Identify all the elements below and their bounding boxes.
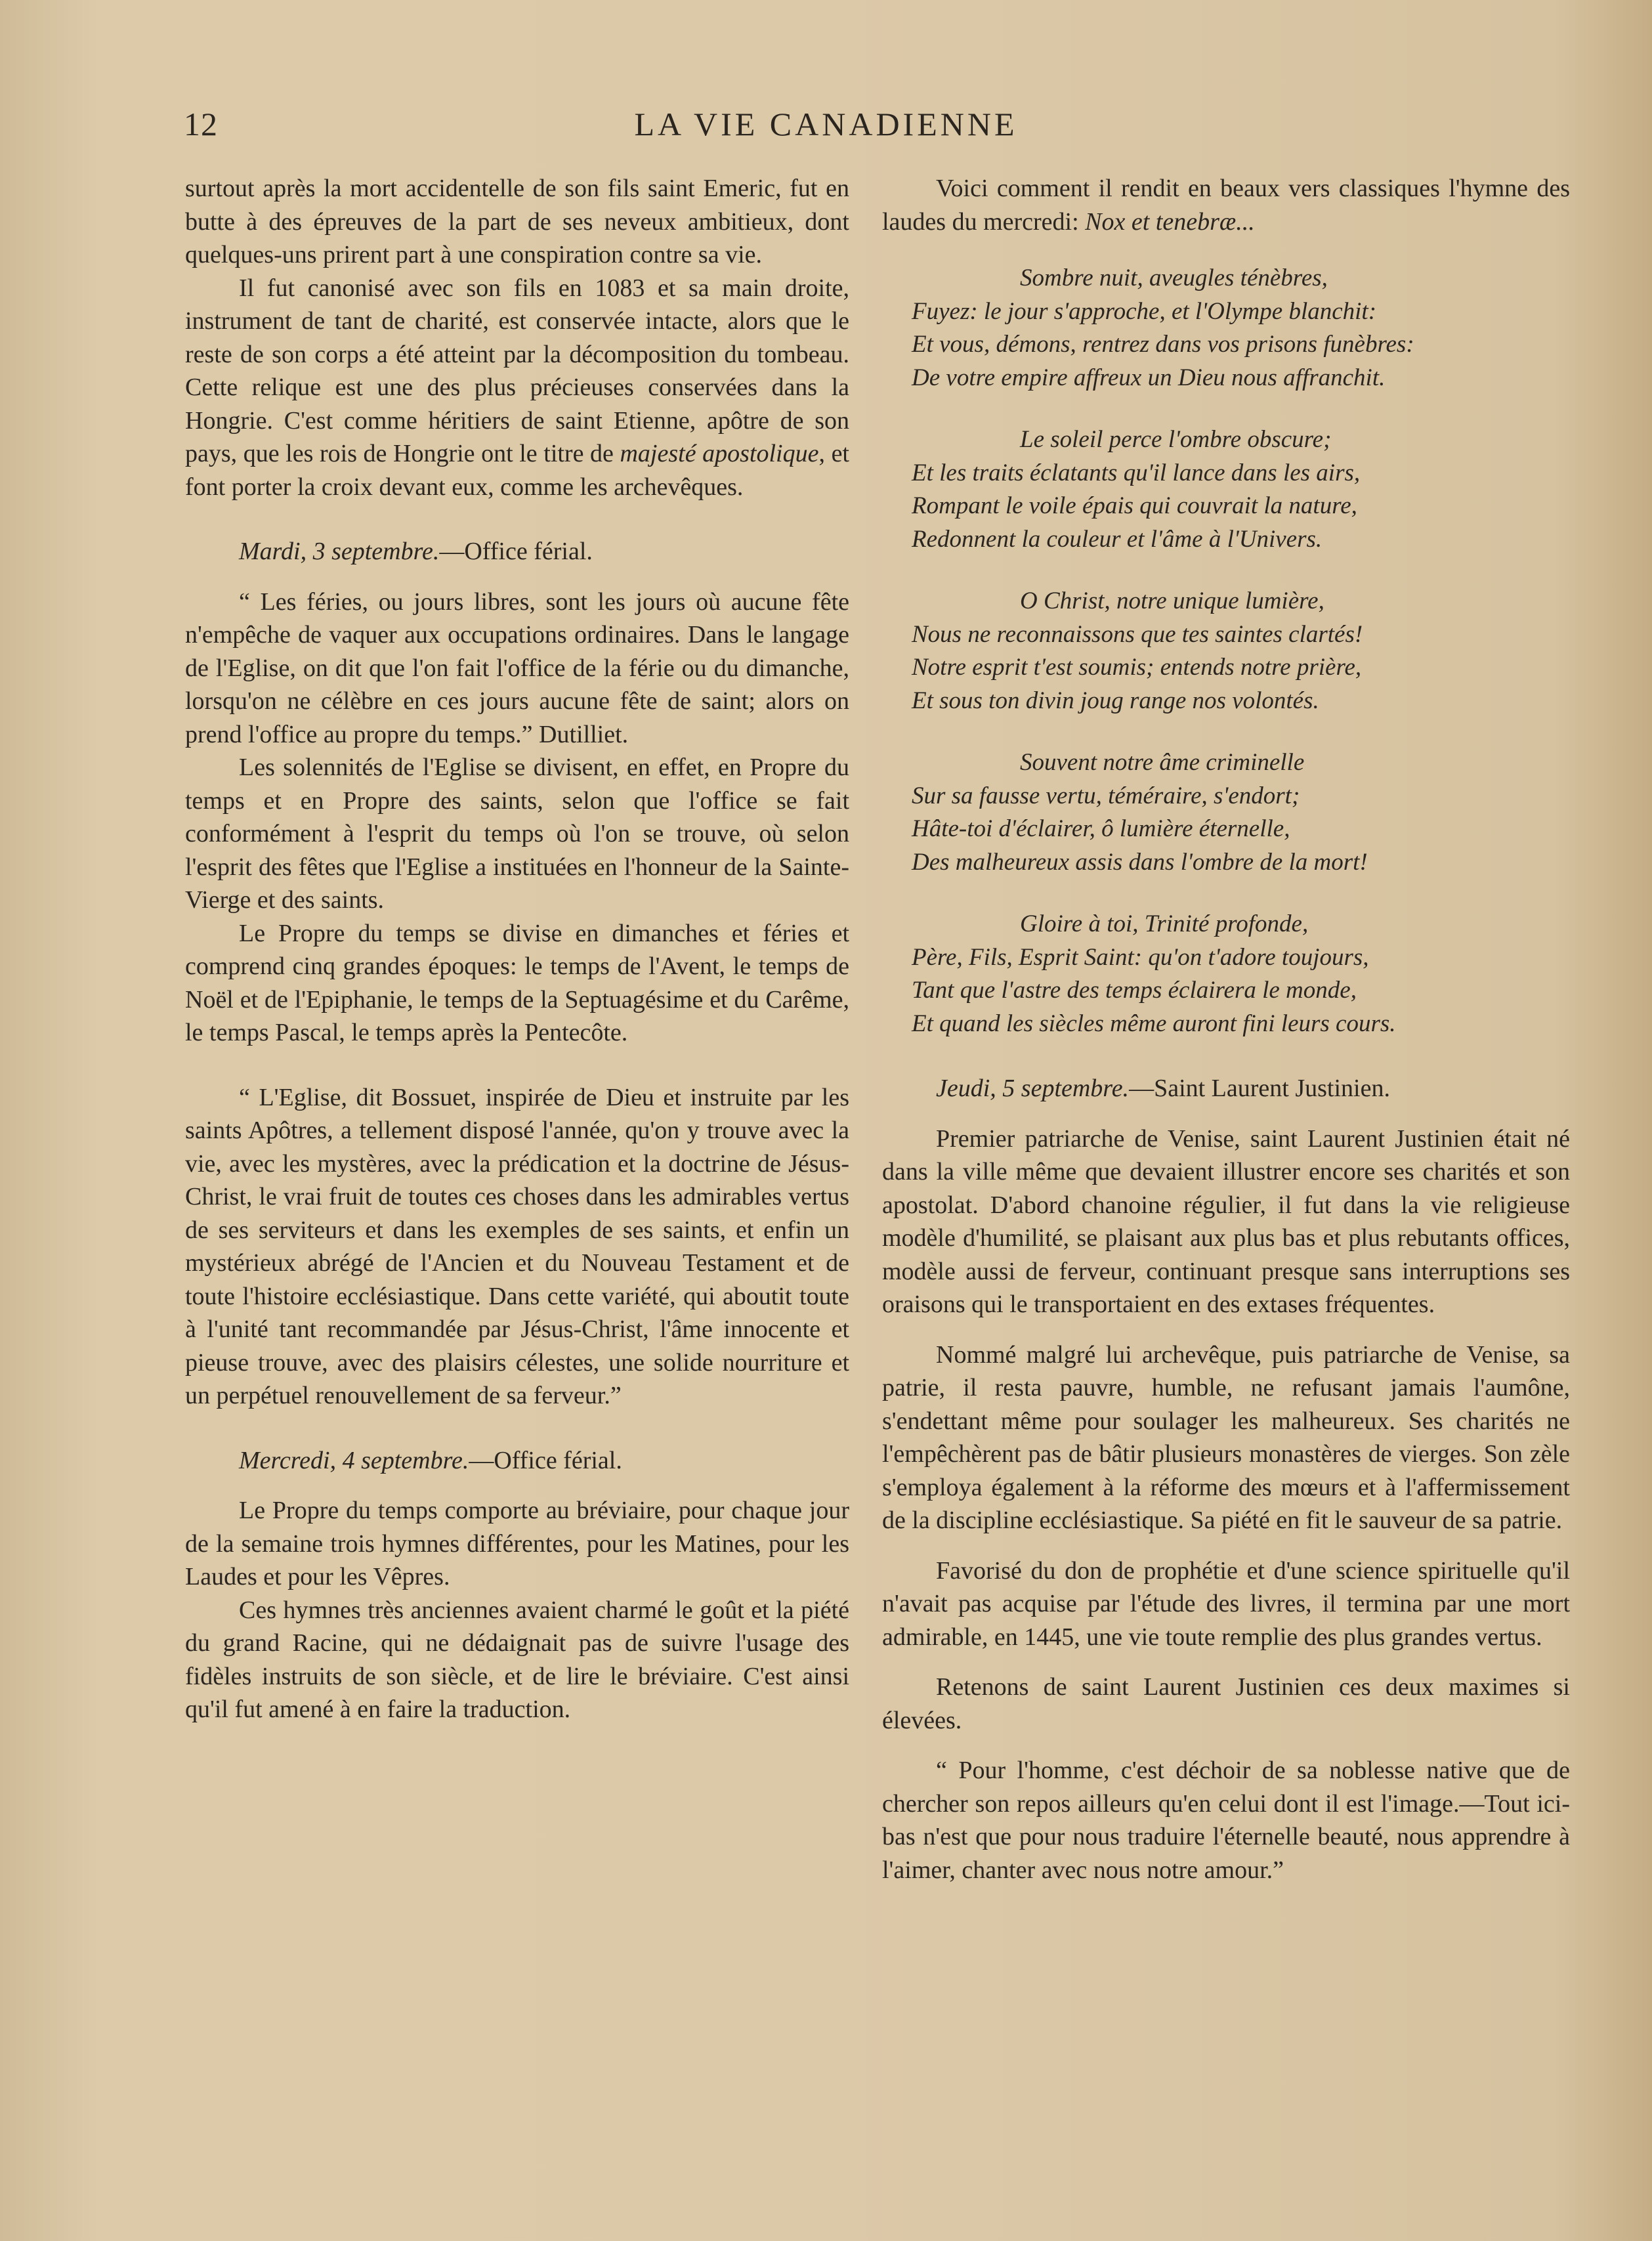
paragraph: Les solennités de l'Eglise se divisent, en effet, en Propre du temps et en Propre des saints, selon que l'office se fait conformément à l'esprit du temps où l'on se trouve, où selon l'esprit des fêtes que l'Eglise a instituées en l'honneur de la Sainte-Vierge et des saints. [185,754,849,914]
hymn-stanza [912,746,1570,879]
verse-line: Tant que l'astre des temps éclairera le monde, [912,977,1357,1004]
verse-line: Des malheureux assis dans l'ombre de la mort! [912,848,1368,876]
section-date-mercredi: Mercredi, 4 septembre.—Office férial. [239,1446,622,1474]
section-date-jeudi: Jeudi, 5 septembre.—Saint Laurent Justinien. [936,1075,1390,1102]
paragraph: Le Propre du temps se divise en dimanches et féries et comprend cinq grandes époques: le temps de l'Avent, le temps de Noël et de l'Epiphanie, le temps de la Septuagésime et du Carême, le temps Pascal, le temps après la Pentecôte. [185,919,849,1046]
left-column [185,172,849,1726]
hymn-stanza [912,262,1570,395]
paragraph: Voici comment il rendit en beaux vers classiques l'hymne des laudes du mercredi: Nox et tenebræ... [882,175,1570,236]
emphasis: Nox et tenebræ... [1085,207,1255,236]
quotation-paragraph: “ Pour l'homme, c'est déchoir de sa noblesse native que de chercher son repos ailleurs qu'en celui dont il est l'image.—Tout ici-bas n'est que pour nous traduire l'éternelle beauté, nous apprendre à l'aimer, chanter avec nous notre amour.” [882,1757,1570,1884]
hymn-stanza [912,423,1570,556]
verse-line: Souvent notre âme criminelle [1020,749,1305,776]
verse-line: Hâte-toi d'éclairer, ô lumière éternelle, [912,815,1290,842]
paragraph: surtout après la mort accidentelle de son fils saint Emeric, fut en butte à des épreuves de la part de ses neveux ambitieux, dont quelques-uns prirent part à une conspiration contre sa vie. [185,175,849,268]
verse-line: O Christ, notre unique lumière, [1020,587,1324,614]
page-number: 12 [184,106,218,142]
quotation-paragraph: “ L'Eglise, dit Bossuet, inspirée de Dieu et instruite par les saints Apôtres, a tellement disposé l'année, qu'on y trouve avec la vie, avec les mystères, avec la prédication et la doctrine de Jésus-Christ, le vrai fruit de toutes ces choses dans les admirables vertus de ses serviteurs et dans les exemples de ses saints, et enfin un mystérieux abrégé de l'Ancien et du Nouveau Testament et de toute l'histoire ecclésiastique. Dans cette variété, qui aboutit toute à l'unité tant recommandée par Jésus-Christ, l'âme innocente et pieuse trouve, avec des plaisirs célestes, une solide nourriture et un perpétuel renouvellement de sa ferveur.” [185,1083,849,1409]
verse-line: Et quand les siècles même auront fini leurs cours. [912,1010,1396,1037]
verse-line: De votre empire affreux un Dieu nous affranchit. [912,364,1386,391]
verse-line: Et sous ton divin joug range nos volontés. [912,687,1319,714]
verse-line: Et les traits éclatants qu'il lance dans les airs, [912,459,1361,486]
verse-line: Le soleil perce l'ombre obscure; [1020,426,1332,453]
hymn-stanza [912,585,1570,717]
verse-line: Redonnent la couleur et l'âme à l'Univers. [912,525,1323,553]
paragraph: Le Propre du temps comporte au bréviaire, pour chaque jour de la semaine trois hymnes différentes, pour les Matines, pour les Laudes et pour les Vêpres. [185,1497,849,1590]
verse-line: Nous ne reconnaissons que tes saintes clartés! [912,620,1363,648]
verse-line: Notre esprit t'est soumis; entends notre prière, [912,654,1362,681]
verse-line: Gloire à toi, Trinité profonde, [1020,910,1309,937]
running-title: LA VIE CANADIENNE [634,106,1018,142]
verse-line: Sur sa fausse vertu, téméraire, s'endort; [912,782,1300,809]
paragraph: Premier patriarche de Venise, saint Laurent Justinien était né dans la ville même que devaient illustrer encore ses charités et son apostolat. D'abord chanoine régulier, il fut dans la vie religieuse modèle d'humilité, se plaisant aux plus bas et plus rebutants offices, modèle aussi de ferveur, continuant presque sans interruptions ses oraisons qui le transportaient en des extases fréquentes. [882,1124,1570,1318]
paragraph: Retenons de saint Laurent Justinien ces deux maximes si élevées. [882,1673,1570,1734]
verse-line: Sombre nuit, aveugles ténèbres, [1020,265,1328,291]
hymn-stanza [912,908,1570,1040]
verse-line: Père, Fils, Esprit Saint: qu'on t'adore toujours, [912,943,1369,971]
paragraph: Nommé malgré lui archevêque, puis patriarche de Venise, sa patrie, il resta pauvre, humble, ne refusant jamais l'aumône, s'endettant même pour soulager les malheureux. Ses charités ne l'empêchèrent pas de bâtir plusieurs monastères de vierges. Son zèle s'employa également à la réforme des mœurs et à l'affermissement de la discipline ecclésiastique. Sa piété en fit le sauveur de sa patrie. [882,1340,1570,1534]
verse-line: Rompant le voile épais qui couvrait la nature, [912,492,1357,519]
page-header [0,105,1652,151]
paragraph: “ Les féries, ou jours libres, sont les jours où aucune fête n'empêche de vaquer aux occupations ordinaires. Dans le langage de l'Eglise, on dit que l'on fait l'office de la férie ou du dimanche, lorsqu'on ne célèbre en ces jours aucune fête de saint; alors on prend l'office au propre du temps.” Dutilliet. [185,587,849,748]
emphasis: majesté apostolique [620,440,819,467]
section-date-mardi: Mardi, 3 septembre.—Office férial. [239,538,593,565]
paragraph: Ces hymnes très anciennes avaient charmé le goût et la piété du grand Racine, qui ne dédaignait pas de suivre l'usage des fidèles instruits de son siècle, et de lire le bréviaire. C'est ainsi qu'il fut amené à en faire la traduction. [185,1596,849,1723]
verse-line: Fuyez: le jour s'approche, et l'Olympe blanchit: [912,297,1377,325]
right-column [882,172,1570,1887]
verse-line: Et vous, démons, rentrez dans vos prisons funèbres: [912,331,1414,358]
paragraph: Il fut canonisé avec son fils en 1083 et sa main droite, instrument de tant de charité, est conservée intacte, alors que le reste de son corps a été atteint par la décomposition du tombeau. Cette relique est une des plus précieuses conservées dans la Hongrie. C'est comme héritiers de saint Etienne, apôtre de son pays, que les rois de Hongrie ont le titre de majesté apostolique, et font porter la croix devant eux, comme les archevêques. [185,274,849,501]
paragraph: Favorisé du don de prophétie et d'une science spirituelle qu'il n'avait pas acquise par l'étude des livres, il termina par une mort admirable, en 1445, une vie toute remplie des plus grandes vertus. [882,1556,1570,1651]
